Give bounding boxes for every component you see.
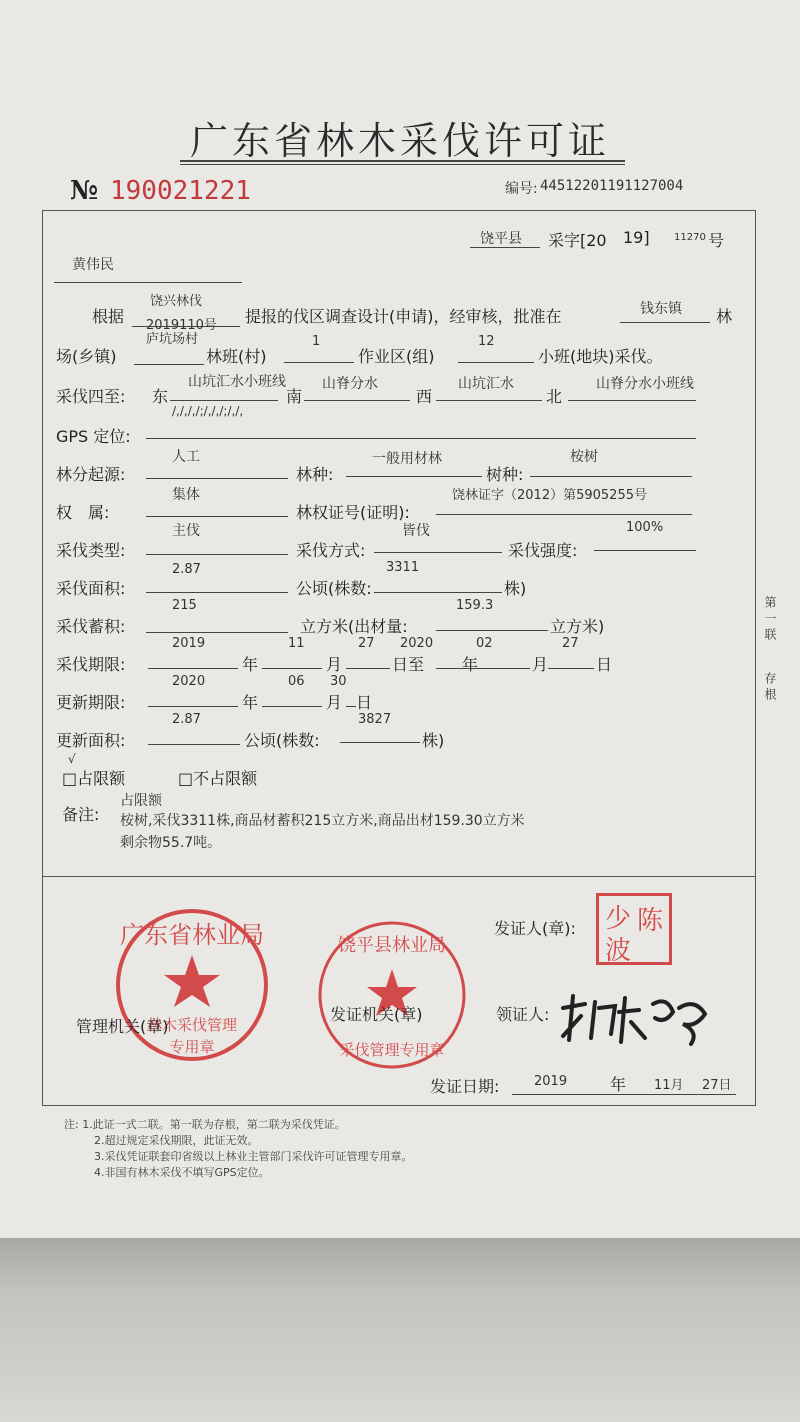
intensity-value: 100% (626, 520, 664, 535)
basis-doc-line2: 2019110号 (146, 318, 217, 333)
bounds-north-value: 山脊分水小班线 (596, 376, 694, 392)
bounds-west-value: 山坑汇水 (458, 376, 514, 392)
code-label: 编号: (505, 181, 538, 197)
forestry-bureau-seal (112, 905, 272, 1065)
renew-year: 2020 (172, 674, 206, 689)
area-unit: 公顷(株数: (296, 579, 372, 598)
seal-big-text: 广东省林业局 (120, 921, 264, 949)
bounds-south-value: 山脊分水 (322, 376, 378, 392)
seal-big-sub1: 林木采伐管理 (146, 1016, 238, 1034)
basis-mid-text: 提报的伐区调查设计(申请)，经审核，批准在 (245, 307, 562, 326)
chang-label: 场(乡镇) (56, 347, 117, 366)
forest-type-label: 林种: (296, 465, 334, 484)
remarks-line1: 占限额 (120, 793, 162, 809)
permit-county: 饶平县 (480, 231, 522, 247)
bounds-east-label: 东 (152, 387, 169, 406)
period-start-month: 11 (288, 636, 305, 651)
receiver-signature (555, 988, 715, 1048)
permit-zi-year: 19] (623, 228, 650, 247)
renew-tail: 株) (422, 731, 445, 750)
seal-char-2: 陈 (637, 906, 664, 936)
period-end-day: 27 (562, 636, 579, 651)
period-month-2: 月 (532, 655, 549, 674)
permit-number: 11270 (674, 232, 706, 243)
quota-not-occupy-checkbox[interactable]: □不占限额 (178, 769, 258, 788)
quota-check-mark: √ (68, 752, 76, 766)
remarks-line2: 桉树,采伐3311株,商品材蓄积215立方米,商品出材159.30立方米 (120, 813, 525, 829)
period-day-to: 日至 (392, 655, 425, 674)
gps-value: /,/,/,/;/,/,/;/,/, (172, 404, 244, 418)
issue-date-month: 11月 (654, 1078, 684, 1093)
origin-label: 林分起源: (56, 465, 126, 484)
remarks-label: 备注: (62, 805, 100, 824)
cert-label: 林权证号(证明): (296, 503, 410, 522)
code-value: 44512201191127004 (540, 178, 684, 194)
owner-label: 权 属: (56, 503, 110, 522)
renew-area-unit: 公顷(株数: (244, 731, 320, 750)
cut-way-value: 皆伐 (402, 523, 430, 539)
bounds-east-value: 山坑汇水小班线 (188, 374, 286, 390)
period-year-1: 年 (242, 655, 259, 674)
note-line-2: 2.超过规定采伐期限，此证无效。 (94, 1134, 259, 1147)
cut-way-label: 采伐方式: (296, 541, 366, 560)
output-value: 159.3 (456, 598, 494, 613)
gps-label: GPS 定位: (56, 427, 131, 446)
owner-value: 集体 (172, 487, 200, 503)
permit-zi-prefix: 采字[20 (548, 231, 607, 250)
seal-mid-sub: 采伐管理专用章 (339, 1041, 445, 1059)
output-unit: 立方米) (550, 617, 605, 636)
cut-type-label: 采伐类型: (56, 541, 126, 560)
serial-mark: № (70, 176, 99, 206)
note-line-1: 注: 1.此证一式二联。第一联为存根，第二联为采伐凭证。 (64, 1118, 346, 1131)
side-stub-label: 存根 (763, 672, 777, 704)
desk-background (0, 1238, 800, 1422)
title-rule (180, 160, 625, 162)
basis-prefix: 根据 (92, 307, 125, 326)
village-value: 庐坑场村 (146, 332, 199, 347)
receiver-label: 领证人: (496, 1005, 550, 1024)
issuer-label: 发证人(章): (494, 919, 576, 938)
volume-label: 采伐蓄积: (56, 617, 126, 636)
bounds-south-label: 南 (286, 387, 303, 406)
permit-hao: 号 (708, 231, 725, 250)
seal-char-1: 少 (605, 904, 632, 934)
note-line-3: 3.采伐凭证联套印省级以上林业主管部门采伐许可证管理专用章。 (94, 1150, 413, 1163)
seal-char-3: 波 (605, 936, 632, 966)
basis-lin: 林 (716, 307, 733, 326)
period-day: 日 (596, 655, 613, 674)
page-title: 广东省林木采伐许可证 (189, 119, 610, 163)
renew-day-unit: 日 (356, 693, 373, 712)
renew-month-unit: 月 (326, 693, 343, 712)
volume-value: 215 (172, 598, 197, 613)
cut-type-value: 主伐 (172, 523, 200, 539)
renew-day: 30 (330, 674, 347, 689)
intensity-label: 采伐强度: (508, 541, 578, 560)
origin-value: 人工 (172, 449, 200, 465)
xiaoban-label: 小班(地块)采伐。 (538, 347, 663, 366)
tree-species-value: 桉树 (570, 449, 598, 465)
linban-label: 林班(村) (206, 347, 267, 366)
linban-value: 1 (312, 334, 321, 349)
seal-big-sub2: 专用章 (169, 1038, 215, 1056)
volume-unit: 立方米(出材量: (300, 617, 408, 636)
renew-area-value: 2.87 (172, 712, 201, 727)
issue-org-label: 发证机关(章) (330, 1005, 423, 1024)
renew-year-unit: 年 (242, 693, 259, 712)
zuoye-label: 作业区(组) (358, 347, 435, 366)
area-trees: 3311 (386, 560, 420, 575)
side-part-label: 第一联 (763, 596, 777, 644)
basis-town: 钱东镇 (640, 301, 682, 317)
issuer-name-seal (596, 893, 672, 965)
period-end-month: 02 (476, 636, 493, 651)
county-bureau-seal (312, 915, 472, 1075)
bounds-west-label: 西 (416, 387, 433, 406)
period-start-year: 2019 (172, 636, 206, 651)
period-label: 采伐期限: (56, 655, 126, 674)
manage-org-label: 管理机关(章) (76, 1017, 169, 1036)
zuoye-value: 12 (478, 334, 495, 349)
form-divider (42, 876, 756, 877)
renew-trees: 3827 (358, 712, 392, 727)
seal-mid-text: 饶平县林业局 (338, 935, 446, 956)
remarks-line3: 剩余物55.7吨。 (120, 835, 222, 851)
quota-occupy-checkbox[interactable]: □占限额 (62, 769, 126, 788)
issue-date-label: 发证日期: (430, 1077, 500, 1096)
renew-month: 06 (288, 674, 305, 689)
issue-date-day: 27日 (702, 1078, 732, 1093)
title-rule-thin (180, 164, 625, 165)
applicant-name: 黄伟民 (72, 257, 114, 273)
period-start-day: 27 (358, 636, 375, 651)
period-year-2: 年 (462, 655, 479, 674)
serial-number: 190021221 (110, 176, 251, 206)
area-label: 采伐面积: (56, 579, 126, 598)
bounds-north-label: 北 (546, 387, 563, 406)
area-value: 2.87 (172, 562, 201, 577)
tree-species-label: 树种: (486, 465, 524, 484)
basis-doc-line1: 饶兴林伐 (150, 294, 203, 309)
cert-value: 饶林证字（2012）第5905255号 (452, 488, 647, 503)
renew-area-label: 更新面积: (56, 731, 126, 750)
issue-date-year: 2019 (534, 1074, 568, 1089)
note-line-4: 4.非国有林木采伐不填写GPS定位。 (94, 1166, 270, 1179)
issue-date-nian: 年 (610, 1075, 627, 1094)
period-month-1: 月 (326, 655, 343, 674)
renew-label: 更新期限: (56, 693, 126, 712)
bounds-label: 采伐四至: (56, 387, 126, 406)
period-end-year: 2020 (400, 636, 434, 651)
area-tail: 株) (504, 579, 527, 598)
forest-type-value: 一般用材林 (372, 451, 442, 467)
